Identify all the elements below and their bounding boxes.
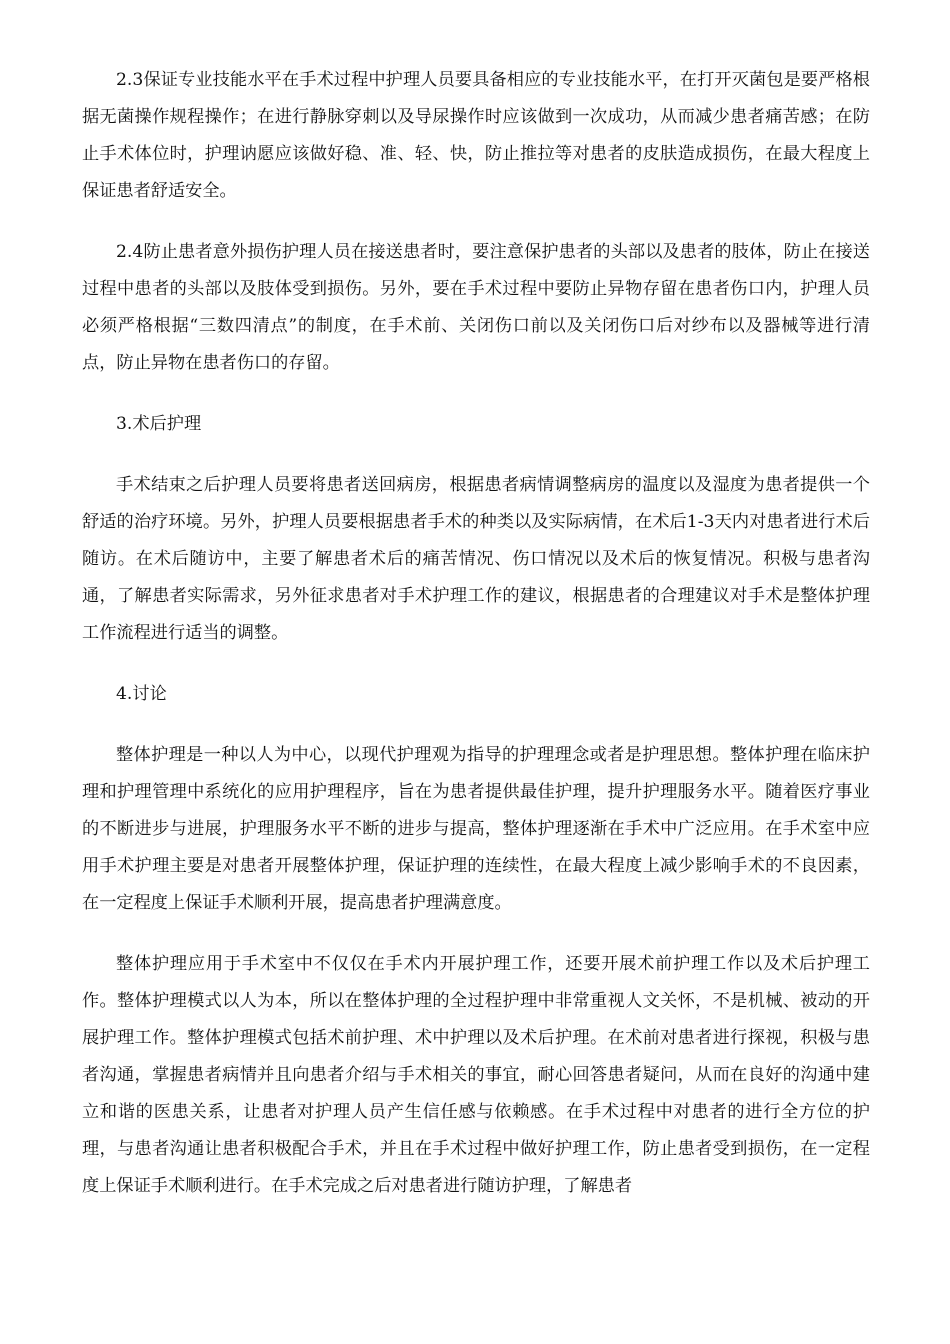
- document-page: [82, 62, 870, 1229]
- section-heading-discussion: 4.讨论: [116, 684, 167, 704]
- paragraph-postoperative-care: 手术结束之后护理人员要将患者送回病房，根据患者病情调整病房的温度以及湿度为患者提供一个舒适的治疗环境。另外，护理人员要根据患者手术的种类以及实际病情，在术后1-3天内对患者进行术后随访。在术后随访中，主要了解患者术后的痛苦情况、伤口情况以及术后的恢复情况。积极与患者沟通，了解患者实际需求，另外征求患者对手术护理工作的建议，根据患者的合理建议对手术是整体护理工作流程进行适当的调整。: [82, 475, 870, 643]
- section-heading-postoperative-care: 3.术后护理: [116, 414, 202, 434]
- paragraph-discussion-1: 整体护理是一种以人为中心，以现代护理观为指导的护理理念或者是护理思想。整体护理在临床护理和护理管理中系统化的应用护理程序，旨在为患者提供最佳护理，提升护理服务水平。随着医疗事业的不断进步与进展，护理服务水平不断的进步与提高，整体护理逐渐在手术中广泛应用。在手术室中应用手术护理主要是对患者开展整体护理，保证护理的连续性，在最大程度上减少影响手术的不良因素，在一定程度上保证手术顺利开展，提高患者护理满意度。: [82, 745, 870, 913]
- paragraph-2-4: 2.4防止患者意外损伤护理人员在接送患者时，要注意保护患者的头部以及患者的肢体，防止在接送过程中患者的头部以及肢体受到损伤。另外，要在手术过程中要防止异物存留在患者伤口内，护理人员必须严格根据“三数四清点”的制度，在手术前、关闭伤口前以及关闭伤口后对纱布以及器械等进行清点，防止异物在患者伤口的存留。: [82, 242, 870, 373]
- paragraph-discussion-2: 整体护理应用于手术室中不仅仅在手术内开展护理工作，还要开展术前护理工作以及术后护理工作。整体护理模式以人为本，所以在整体护理的全过程护理中非常重视人文关怀，不是机械、被动的开展护理工作。整体护理模式包括术前护理、术中护理以及术后护理。在术前对患者进行探视，积极与患者沟通，掌握患者病情并且向患者介绍与手术相关的事宜，耐心回答患者疑问，从而在良好的沟通中建立和谐的医患关系，让患者对护理人员产生信任感与依赖感。在手术过程中对患者的进行全方位的护理，与患者沟通让患者积极配合手术，并且在手术过程中做好护理工作，防止患者受到损伤，在一定程度上保证手术顺利进行。在手术完成之后对患者进行随访护理，了解患者: [82, 954, 870, 1196]
- paragraph-2-3: 2.3保证专业技能水平在手术过程中护理人员要具备相应的专业技能水平，在打开灭菌包是要严格根据无菌操作规程操作；在进行静脉穿刺以及导尿操作时应该做到一次成功，从而减少患者痛苦感；在防止手术体位时，护理讷愿应该做好稳、准、轻、快，防止推拉等对患者的皮肤造成损伤，在最大程度上保证患者舒适安全。: [82, 70, 870, 201]
